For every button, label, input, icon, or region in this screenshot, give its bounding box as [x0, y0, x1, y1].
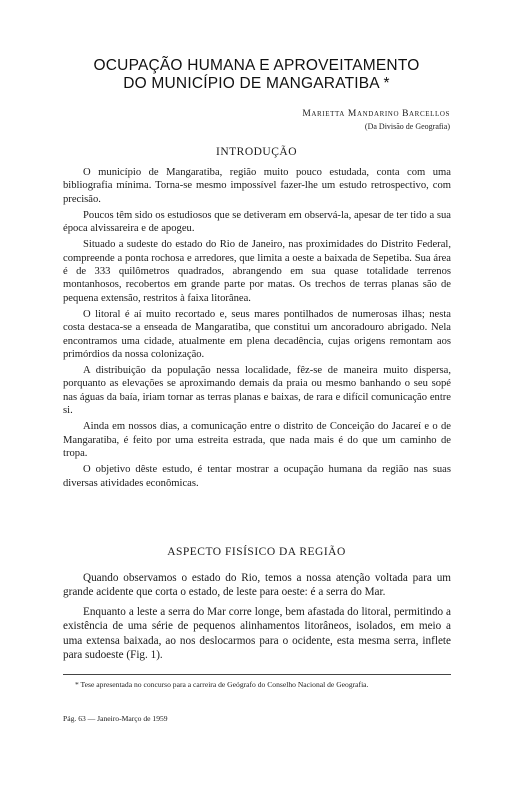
page-footer: Pág. 63 — Janeiro-Março de 1959: [63, 714, 168, 723]
paragraph: O litoral é aí muito recortado e, seus mares pontilhados de numerosas ilhas; nesta costa destaca-se a enseada de Mangaratiba, que constitui um ancoradouro abrigado. Nela encontramos uma cidade, atualmente em plena decadência, cujas origens remontam aos primórdios da nossa colonização.: [63, 308, 451, 361]
author-name: Marietta Mandarino Barcellos: [302, 109, 450, 119]
section-heading-physical-aspect: ASPECTO FISÍSICO DA REGIÃO: [167, 546, 346, 558]
author-affiliation: (Da Divisão de Geografia): [364, 122, 450, 131]
paragraph: O objetivo dêste estudo, é tentar mostrar a ocupação humana da região nas suas diversas atividades econômicas.: [63, 464, 451, 489]
section-heading-introduction: INTRODUÇÃO: [215, 146, 298, 158]
footnote-divider: [63, 674, 451, 675]
footnote: * Tese apresentada no concurso para a carreira de Geógrafo do Conselho Nacional de Geografia.: [75, 680, 369, 689]
introduction-body: [63, 166, 451, 493]
paragraph: Ainda em nossos dias, a comunicação entre o distrito de Conceição do Jacareí e o de Mangaratiba, é feito por uma estreita estrada, que nada mais é do que um caminho de tropa.: [63, 421, 451, 460]
paragraph: Poucos têm sido os estudiosos que se detiveram em observá-la, apesar de ter tido a sua época alvissareira e de apogeu.: [63, 209, 451, 235]
paragraph: O município de Mangaratiba, região muito pouco estudada, conta com uma bibliografia mínima. Torna-se mesmo impossível fazer-lhe um estudo retrospectivo, com precisão.: [63, 167, 451, 205]
paragraph: A distribuição da população nessa localidade, fêz-se de maneira muito dispersa, porquanto as elevações se aproximando demais da praia ou mesmo banhando o seu sopé nas águas da baía, iriam tornar as terras planas e baixas, de rara e difícil comunicação entre si.: [63, 365, 451, 417]
paragraph: Quando observamos o estado do Rio, temos a nossa atenção voltada para um grande acidente que corta o estado, de leste para oeste: é a serra do Mar.: [63, 572, 451, 599]
paragraph: Situado a sudeste do estado do Rio de Janeiro, nas proximidades do Distrito Federal, compreende a ponta rochosa e arredores, que limita a oeste a baixada de Sepetiba. Sua área é de 333 quilômetros quadrados, abrangendo em sua quase totalidade terrenos montanhosos, recobertos em grande parte por matas. Os trechos de terras planas são de pequena extensão, restritos à faixa litorânea.: [63, 239, 451, 304]
paragraph: Enquanto a leste a serra do Mar corre longe, bem afastada do litoral, permitindo a existência de uma série de pequenos alinhamentos litorâneos, isolados, em meio a uma extensa baixada, ao nos deslocarmos para o ocidente, esta mesma serra, inflete para sudoeste (Fig. 1).: [63, 605, 451, 662]
article-title: [40, 57, 473, 93]
title-line-2: DO MUNICÍPIO DE MANGARATIBA *: [123, 75, 390, 92]
title-line-1: OCUPAÇÃO HUMANA E APROVEITAMENTO: [93, 57, 420, 74]
physical-aspect-body: [63, 571, 451, 667]
